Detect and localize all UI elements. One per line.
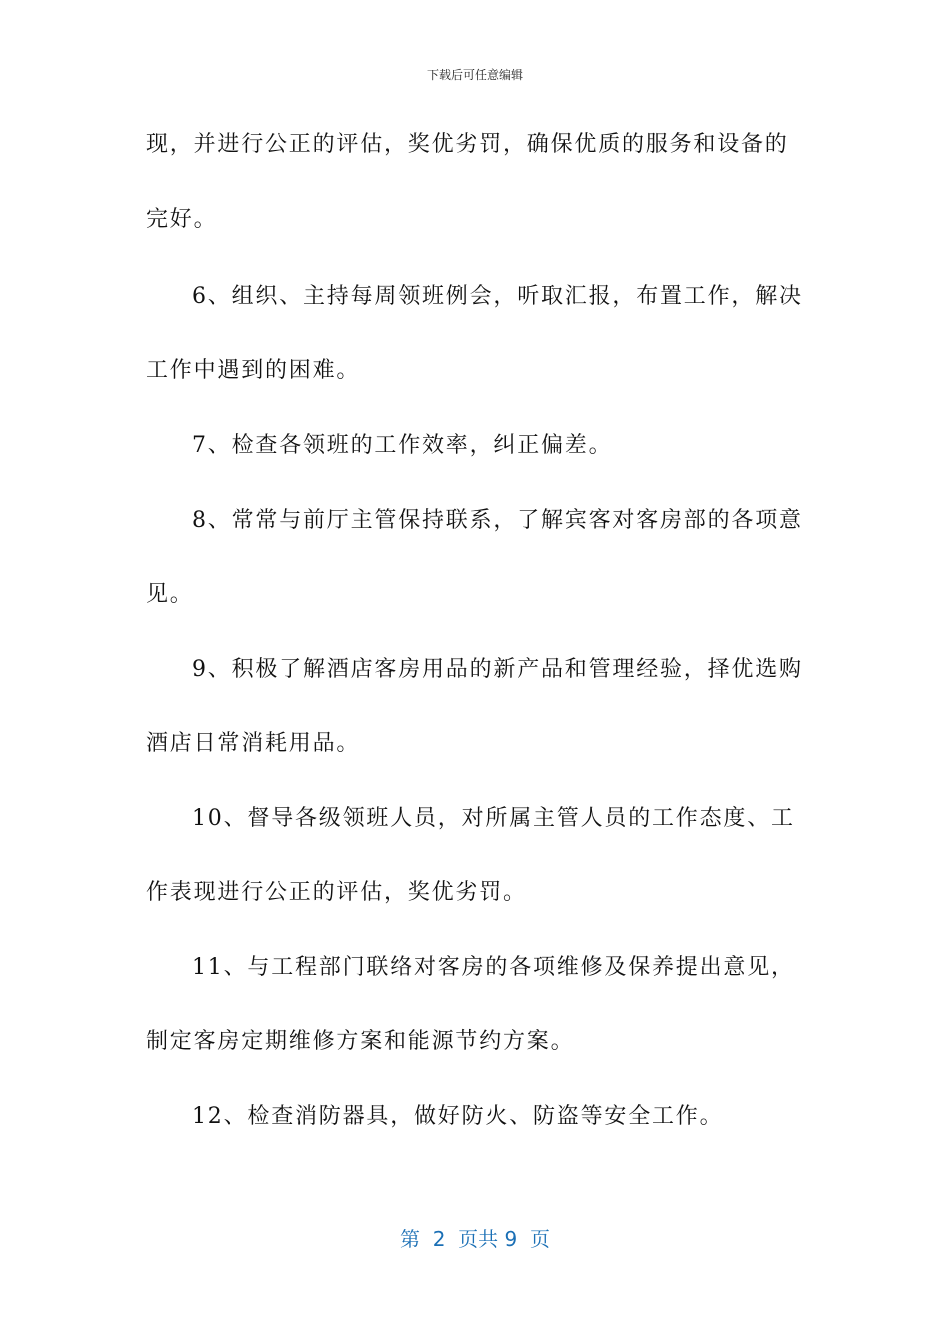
body-line: 制定客房定期维修方案和能源节约方案。 (146, 1029, 575, 1054)
body-line: 12、检查消防器具，做好防火、防盗等安全工作。 (192, 1104, 724, 1129)
page-number-footer: 第 2 页共 9 页 (400, 1227, 550, 1251)
body-line: 11、与工程部门联络对客房的各项维修及保养提出意见， (192, 955, 795, 980)
body-line: 9、积极了解酒店客房用品的新产品和管理经验，择优选购 (192, 657, 803, 682)
page-header: 下载后可任意编辑 (426, 68, 523, 82)
body-line: 10、督导各级领班人员，对所属主管人员的工作态度、工 (192, 806, 795, 831)
body-line: 6、组织、主持每周领班例会，听取汇报，布置工作，解决 (192, 284, 803, 309)
body-line: 现，并进行公正的评估，奖优劣罚，确保优质的服务和设备的 (146, 132, 789, 157)
body-line: 作表现进行公正的评估，奖优劣罚。 (146, 880, 527, 905)
body-line: 7、检查各领班的工作效率，纠正偏差。 (192, 433, 613, 458)
body-line: 工作中遇到的困难。 (146, 358, 361, 383)
body-line: 8、常常与前厅主管保持联系，了解宾客对客房部的各项意 (192, 508, 803, 533)
body-line: 酒店日常消耗用品。 (146, 731, 361, 756)
body-line: 完好。 (146, 207, 218, 232)
body-line: 见。 (146, 582, 194, 607)
